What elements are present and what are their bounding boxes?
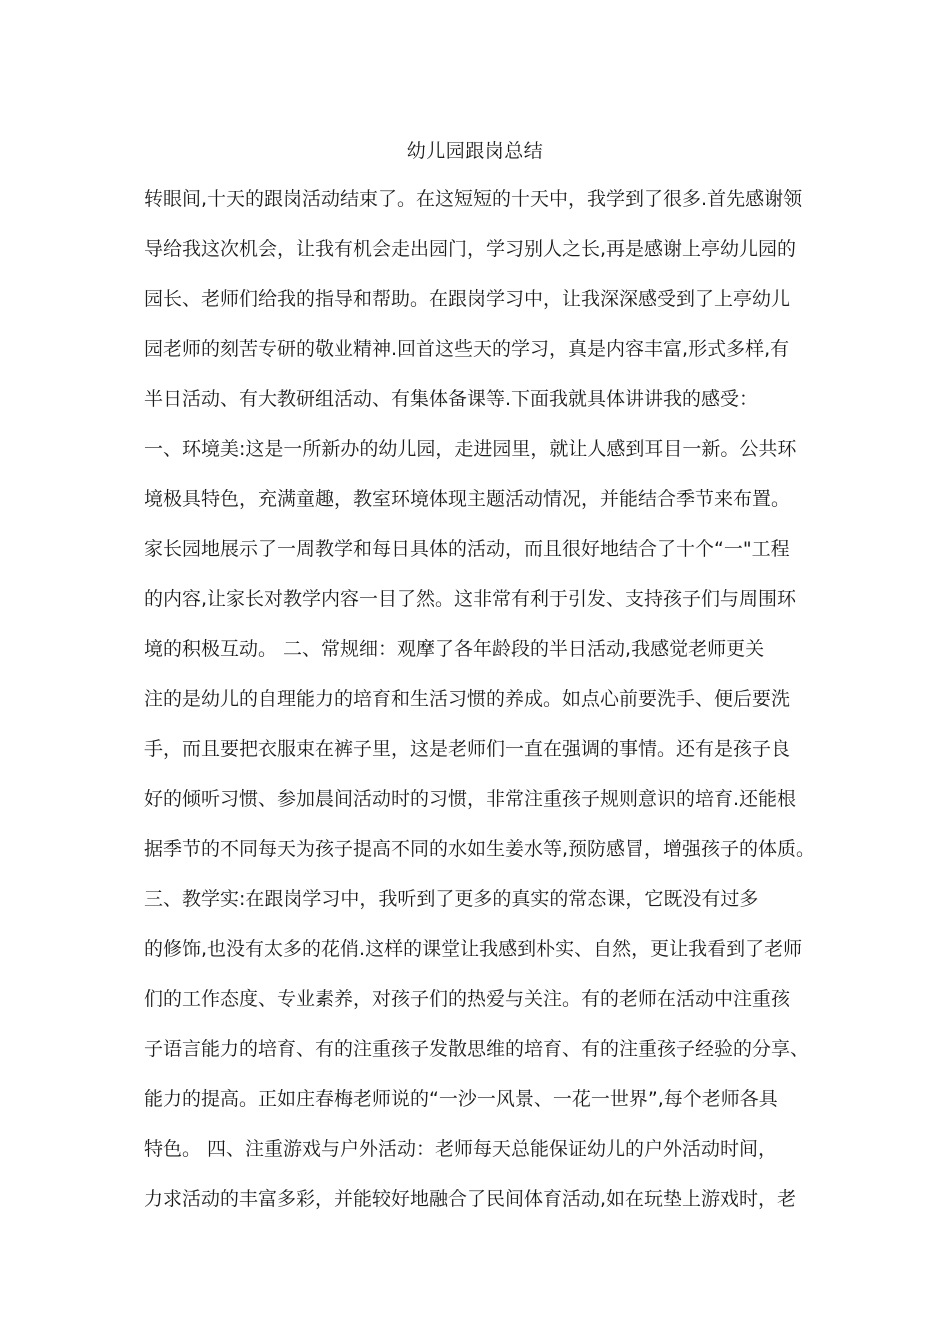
body-line: 三、教学实:在跟岗学习中，我听到了更多的真实的常态课，它既没有过多: [144, 888, 759, 910]
body-line: 家长园地展示了一周教学和每日具体的活动，而且很好地结合了十个“一"工程: [144, 538, 790, 560]
body-line: 导给我这次机会，让我有机会走出园门，学习别人之长,再是感谢上亭幼儿园的: [144, 238, 797, 260]
body-line: 手，而且要把衣服束在裤子里，这是老师们一直在强调的事情。还有是孩子良: [144, 738, 791, 760]
body-line: 境的积极互动。 二、常规细：观摩了各年龄段的半日活动,我感觉老师更关: [144, 638, 765, 660]
body-line: 境极具特色，充满童趣，教室环境体现主题活动情况，并能结合季节来布置。: [144, 488, 791, 510]
body-line: 园老师的刻苦专研的敬业精神.回首这些天的学习，真是内容丰富,形式多样,有: [144, 338, 790, 360]
body-line: 力求活动的丰富多彩，并能较好地融合了民间体育活动,如在玩垫上游戏时，老: [144, 1188, 797, 1210]
body-line: 们的工作态度、专业素养，对孩子们的热爱与关注。有的老师在活动中注重孩: [144, 988, 791, 1010]
body-line: 子语言能力的培育、有的注重孩子发散思维的培育、有的注重孩子经验的分享、: [144, 1038, 810, 1060]
body-line: 转眼间,十天的跟岗活动结束了。在这短短的十天中，我学到了很多.首先感谢领: [144, 188, 803, 210]
body-line: 注的是幼儿的自理能力的培育和生活习惯的养成。如点心前要洗手、便后要洗: [144, 688, 791, 710]
body-line: 的内容,让家长对教学内容一目了然。这非常有利于引发、支持孩子们与周围环: [144, 588, 797, 610]
document-body: [144, 184, 824, 1234]
body-line: 一、环境美:这是一所新办的幼儿园，走进园里，就让人感到耳目一新。公共环: [144, 438, 797, 460]
body-line: 特色。 四、注重游戏与户外活动：老师每天总能保证幼儿的户外活动时间，: [144, 1138, 778, 1160]
body-line: 半日活动、有大教研组活动、有集体备课等.下面我就具体讲讲我的感受：: [144, 388, 759, 410]
body-line: 园长、老师们给我的指导和帮助。在跟岗学习中，让我深深感受到了上亭幼儿: [144, 288, 791, 310]
body-line: 能力的提高。正如庄春梅老师说的“一沙一风景、一花一世界”,每个老师各具: [144, 1088, 778, 1110]
body-line: 据季节的不同每天为孩子提高不同的水如生姜水等,预防感冒，增强孩子的体质。: [144, 838, 816, 860]
document-title: 幼儿园跟岗总结: [406, 140, 544, 162]
body-line: 好的倾听习惯、参加晨间活动时的习惯，非常注重孩子规则意识的培育.还能根: [144, 788, 797, 810]
body-line: 的修饰,也没有太多的花俏.这样的课堂让我感到朴实、自然，更让我看到了老师: [144, 938, 803, 960]
